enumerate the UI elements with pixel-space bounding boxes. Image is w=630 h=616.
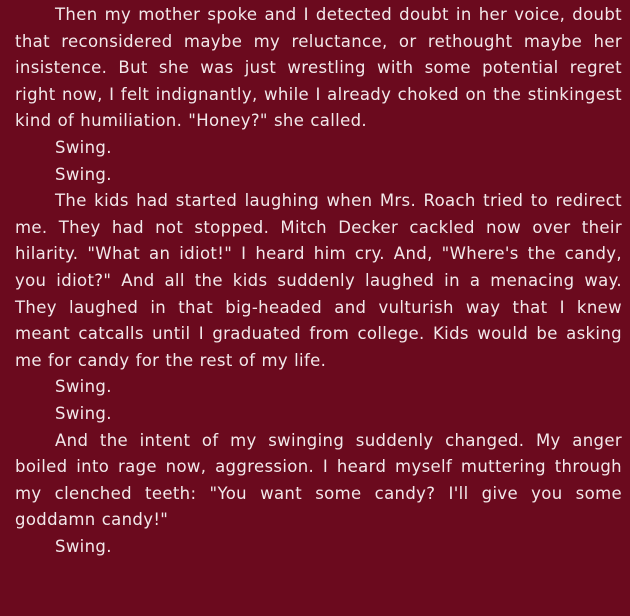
paragraph: Swing. — [55, 137, 112, 157]
paragraph: The kids had started laughing when Mrs. Roach tried to redirect me. They had not stopped. Mitch Decker cackled now over their hilarity. "What an idiot!" I heard him cry. And, "Where's the candy, you idiot?" And all the kids suddenly laughed in a menacing way. They laughed in that big-headed and vulturish way that I knew meant catcalls until I graduated from college. Kids would be asking me for candy for the rest of my life. — [15, 191, 622, 370]
paragraph: Swing. — [55, 377, 112, 397]
paragraph: Swing. — [55, 403, 112, 423]
paragraph: Swing. — [55, 164, 112, 184]
paragraph: Swing. — [55, 536, 112, 556]
paragraph: And the intent of my swinging suddenly changed. My anger boiled into rage now, aggression. I heard myself muttering through my clenched teeth: "You want some candy? I'll give you some goddamn candy!" — [15, 430, 622, 530]
paragraph: Then my mother spoke and I detected doubt in her voice, doubt that reconsidered maybe my reluctance, or rethought maybe her insistence. But she was just wrestling with some potential regret right now, I felt indignantly, while I already choked on the stinkingest kind of humiliation. "Honey?" she called. — [15, 5, 622, 131]
